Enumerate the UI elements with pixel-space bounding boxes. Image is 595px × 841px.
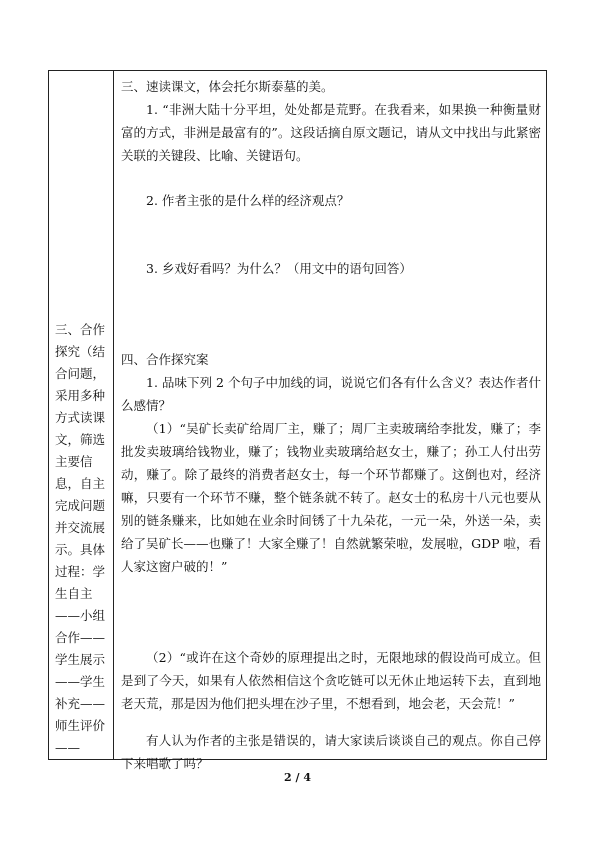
sentence-1: （1）“吴矿长卖矿给周厂主，赚了；周厂主卖玻璃给李批发，赚了；李批发卖玻璃给钱物业，赚了；钱物业卖玻璃给赵女士，赚了；孙工人付出劳动，赚了。除了最终的消费者赵女士，每一个环节都赚了。这倒也对，经济嘛，只要有一个环节不赚，整个链条就不转了。赵女士的私房十八元也要从别的链条赚来，比如她在业余时间锈了十九朵花，一元一朵，外送一朵，卖给了吴矿长——也赚了！大家全赚了！自然就繁荣啦，发展啦，GDP 啦，看人家这窗户破的！” [121, 421, 541, 574]
section3-title: 三、速读课文，体会托尔斯泰墓的美。 [121, 79, 334, 94]
right-column [121, 75, 541, 775]
question-2: 2. 作者主张的是什么样的经济观点？ [146, 193, 350, 208]
sentence-2: （2）“或许在这个奇妙的原理提出之时，无限地球的假设尚可成立。但是到了今天，如果有人依然相信这个贪吃链可以无休止地运转下去，直到地老天荒，那是因为他们把头埋在沙子里，不想看到，地会老，天会荒！” [121, 650, 541, 711]
column-divider [113, 71, 114, 759]
section4-question-1: 1. 品味下列 2 个句子中加线的词，说说它们各有什么含义？表达作者什么感情？ [121, 375, 541, 413]
activity-description: 三、合作探究（结合问题，采用多种方式读课文，筛选主要信息，自主完成问题并交流展示。具体过程：学生自主——小组合作——学生展示——学生补充——师生评价—— [55, 322, 106, 755]
section4-title: 四、合作探究案 [121, 352, 209, 367]
left-column [55, 319, 109, 759]
lesson-table [48, 70, 547, 771]
question-1: 1. “非洲大陆十分平坦，处处都是荒野。在我看来，如果换一种衡量财富的方式，非洲是最富有的”。这段话摘自原文题记，请从文中找出与此紧密关联的关键段、比喻、关键语句。 [121, 102, 541, 163]
question-3: 3. 乡戏好看吗？为什么？（用文中的语句回答） [146, 261, 412, 276]
closing-question: 有人认为作者的主张是错误的，请大家读后谈谈自己的观点。你自己停下来唱歌了吗？ [121, 733, 541, 771]
page-number: 2 / 4 [284, 771, 311, 784]
